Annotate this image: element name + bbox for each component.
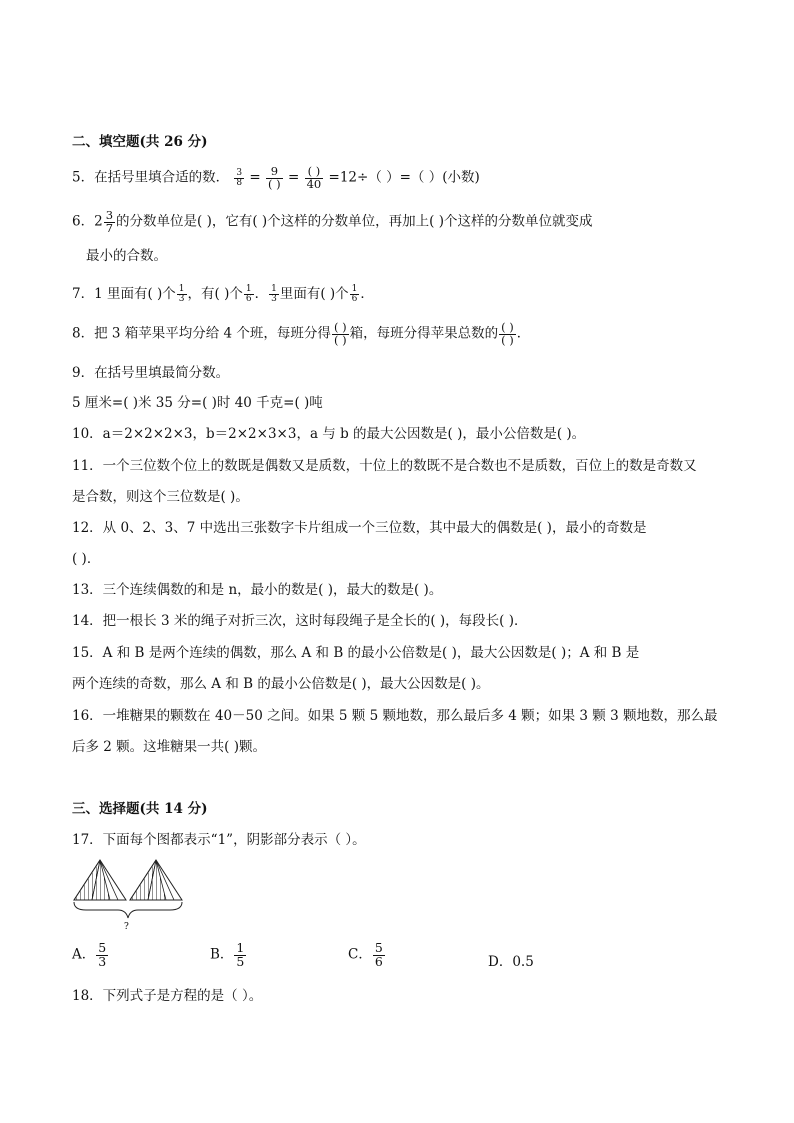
question-14: 14．把一根长 3 米的绳子对折三次，这时每段绳子是全长的( )，每段长( )． xyxy=(72,613,528,629)
q5-fraction-3-8: $\frac{3}{8}$ xyxy=(236,167,243,188)
option-c[interactable]: C． $\frac{5}{6}$ xyxy=(348,940,383,969)
q5-fraction-9-blank: $\frac{9}{( )}$ xyxy=(268,164,281,191)
question-9: 9．在括号里填最简分数。 xyxy=(72,365,230,381)
question-16: 16．一堆糖果的颗数在 40－50 之间。如果 5 颗 5 颗地数，那么最后多 4 颗；如果 3 颗 3 颗地数，那么最 xyxy=(72,708,718,724)
question-6: 6．2 $\frac{3}{7}$ 的分数单位是( )，它有( )个这样的分数单位，再加上( )个这样的分数单位就变成 xyxy=(72,208,593,235)
question-6-cont: 最小的合数。 xyxy=(86,248,167,264)
question-8: 8．把 3 箱苹果平均分给 4 个班，每班分得 $\frac{( )}{( )}$ 箱，每班分得苹果总数的 $\frac{( )}{( )}$ ． xyxy=(72,320,531,347)
brace xyxy=(74,902,182,918)
question-5: 5．在括号里填合适的数． $\frac{3}{8}$ = $\frac{9}{( )}$ = $\frac{( )}{40}$ =12÷（ ）=（ ）(小数) xyxy=(72,164,480,191)
question-7: 7．1 里面有( )个 $\frac{1}{3}$ ，有( )个 $\frac{1}{6}$ ． $\frac{1}{3}$ 里面有( )个 $\frac{1}{6}$ ． xyxy=(72,284,374,304)
question-10: 10．a＝2×2×2×3，b＝2×2×3×3，a 与 b 的最大公因数是( )，最小公倍数是( )。 xyxy=(72,426,586,442)
question-12: 12．从 0、2、3、7 中选出三张数字卡片组成一个三位数，其中最大的偶数是( )，最小的奇数是 xyxy=(72,520,647,536)
brace-label: ? xyxy=(124,922,129,932)
option-b[interactable]: B． $\frac{1}{5}$ xyxy=(210,940,245,969)
triangle-2 xyxy=(130,860,182,900)
option-d[interactable]: D．0.5 xyxy=(488,954,534,970)
question-9-sub: 5 厘米=( )米 35 分=( )时 40 千克=( )吨 xyxy=(72,395,323,411)
question-12-cont: ( )． xyxy=(72,551,101,567)
question-13: 13．三个连续偶数的和是 n，最小的数是( )，最大的数是( )。 xyxy=(72,582,443,598)
question-15-cont: 两个连续的奇数，那么 A 和 B 的最小公倍数是( )，最大公因数是( )。 xyxy=(72,676,490,692)
question-17: 17．下面每个图都表示“1”，阴影部分表示（ ）。 xyxy=(72,832,366,848)
question-18: 18．下列式子是方程的是（ ）。 xyxy=(72,988,263,1004)
section-title-fill-in: 二、填空题(共 26 分) xyxy=(72,134,208,150)
q6-mixed-whole: 2 xyxy=(94,213,103,230)
q5-prefix: 5．在括号里填合适的数． xyxy=(72,169,230,186)
question-16-cont: 后多 2 颗。这堆糖果一共( )颗。 xyxy=(72,739,266,755)
option-a[interactable]: A． $\frac{5}{3}$ xyxy=(72,940,107,969)
q5-fraction-blank-40: $\frac{( )}{40}$ xyxy=(306,164,322,191)
q6-mixed-fraction: $\frac{3}{7}$ xyxy=(105,208,114,235)
q5-rest: =12÷（ ）=（ ）(小数) xyxy=(328,169,480,186)
triangle-1 xyxy=(74,860,126,900)
question-15: 15．A 和 B 是两个连续的偶数，那么 A 和 B 的最小公倍数是( )，最大公因数是( )；A 和 B 是 xyxy=(72,645,640,661)
question-11-cont: 是合数，则这个三位数是( )。 xyxy=(72,489,249,505)
question-11: 11．一个三位数个位上的数既是偶数又是质数，十位上的数既不是合数也不是质数，百位上的数是奇数又 xyxy=(72,458,697,474)
section-title-choice: 三、选择题(共 14 分) xyxy=(72,801,208,817)
q17-triangle-figure xyxy=(72,858,192,938)
